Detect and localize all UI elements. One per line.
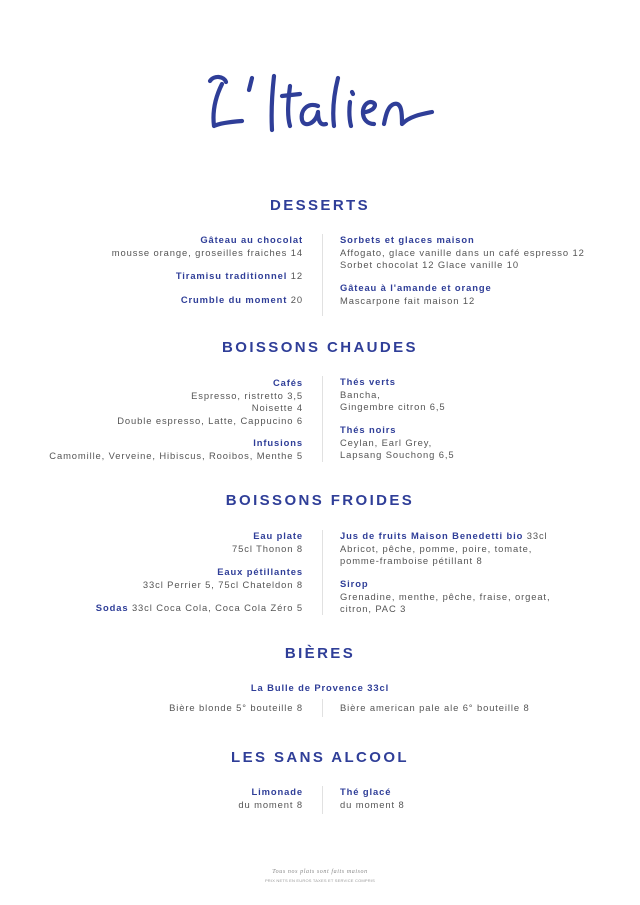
item-line: Lapsang Souchong 6,5 [340, 449, 455, 460]
menu-item-biere-blonde: Bière blonde 5° bouteille 8 [169, 702, 303, 713]
item-title: Sorbets et glaces maison [340, 234, 475, 245]
item-line: Grenadine, menthe, pêche, fraise, orgeat, [340, 590, 551, 602]
item-description: 33cl Coca Cola, Coca Cola Zéro 5 [128, 602, 303, 613]
column-divider [322, 786, 323, 814]
footer-price-note: PRIX NETS EN EUROS TAXES ET SERVICE COMPRIS [264, 878, 376, 883]
menu-item-jus-de-fruits [340, 530, 548, 568]
item-title: Thés noirs [340, 424, 397, 435]
footer-homemade-note: Tous nos plats sont faits maison [272, 869, 368, 875]
item-line: Double espresso, Latte, Cappucino 6 [117, 414, 303, 426]
item-title: Gâteau à l'amande et orange [340, 282, 492, 293]
item-line: citron, PAC 3 [340, 603, 407, 614]
column-divider [322, 530, 323, 615]
item-line: du moment 8 [238, 798, 303, 810]
item-title: Eau plate [253, 530, 303, 541]
menu-item-tiramisu [176, 270, 303, 283]
menu-item-crumble [181, 294, 303, 307]
item-line: pomme-framboise pétillant 8 [340, 555, 483, 566]
item-line: Abricot, pêche, pomme, poire, tomate, [340, 542, 533, 554]
item-line: du moment 8 [340, 798, 405, 810]
column-divider [322, 234, 323, 316]
item-title: Eaux pétillantes [217, 566, 303, 577]
section-heading-hot-drinks: BOISSONS CHAUDES [222, 339, 418, 356]
menu-item-infusions [49, 437, 303, 462]
menu-item-thes-noirs [340, 424, 454, 462]
item-line: Mascarpone fait maison 12 [340, 294, 476, 306]
menu-item-gateau-amande [340, 282, 492, 307]
menu-item-sirop [340, 578, 550, 616]
menu-item-thes-verts [340, 376, 446, 414]
item-line: Gingembre citron 6,5 [340, 401, 446, 412]
column-divider [322, 699, 323, 717]
item-line: Affogato, glace vanille dans un café espresso 12 [340, 246, 585, 258]
item-price: 20 [287, 294, 303, 305]
item-line: Ceylan, Earl Grey, [340, 436, 433, 448]
section-heading-beers: BIÈRES [284, 645, 356, 662]
section-heading-desserts: DESSERTS [269, 197, 371, 214]
menu-item-biere-apa: Bière american pale ale 6° bouteille 8 [340, 702, 530, 713]
item-title: Thés verts [340, 376, 396, 387]
item-size: 33cl [523, 530, 548, 541]
item-title: Gâteau au chocolat [200, 234, 303, 245]
item-line: Espresso, ristretto 3,5 [191, 389, 303, 401]
menu-item-the-glace [340, 786, 405, 811]
item-title: Crumble du moment [180, 294, 288, 305]
menu-item-sorbets [340, 234, 585, 272]
item-line: Camomille, Verveine, Hibiscus, Rooibos, Menthe 5 [49, 449, 303, 461]
item-title: Thé glacé [340, 786, 392, 797]
section-heading-cold-drinks: BOISSONS FROIDES [225, 492, 415, 509]
item-title: Limonade [251, 786, 303, 797]
item-description: mousse orange, groseilles fraiches 14 [111, 246, 303, 258]
litalien-logo [200, 66, 440, 158]
column-divider [322, 376, 323, 462]
menu-item-sodas [96, 602, 303, 615]
item-title: Cafés [272, 377, 303, 388]
item-title: Tiramisu traditionnel [175, 270, 288, 281]
menu-item-gateau-chocolat [112, 234, 303, 259]
item-line: Bancha, [340, 388, 381, 400]
item-title: Sirop [340, 578, 369, 589]
beer-brand-subtitle: La Bulle de Provence 33cl [250, 682, 390, 693]
item-line: Noisette 4 [251, 402, 303, 413]
item-title: Infusions [253, 437, 303, 448]
section-heading-soft-drinks: LES SANS ALCOOL [231, 749, 409, 766]
menu-item-limonade [238, 786, 303, 811]
item-title: Jus de fruits Maison Benedetti bio [340, 530, 524, 541]
menu-item-cafes [117, 377, 303, 427]
item-line: 75cl Thonon 8 [232, 542, 303, 554]
item-title: Sodas [95, 602, 129, 613]
item-price: 12 [287, 270, 303, 281]
item-line: Sorbet chocolat 12 Glace vanille 10 [340, 259, 519, 270]
menu-item-eau-plate [232, 530, 303, 555]
item-line: 33cl Perrier 5, 75cl Chateldon 8 [142, 578, 303, 590]
menu-item-eaux-petillantes [143, 566, 303, 591]
